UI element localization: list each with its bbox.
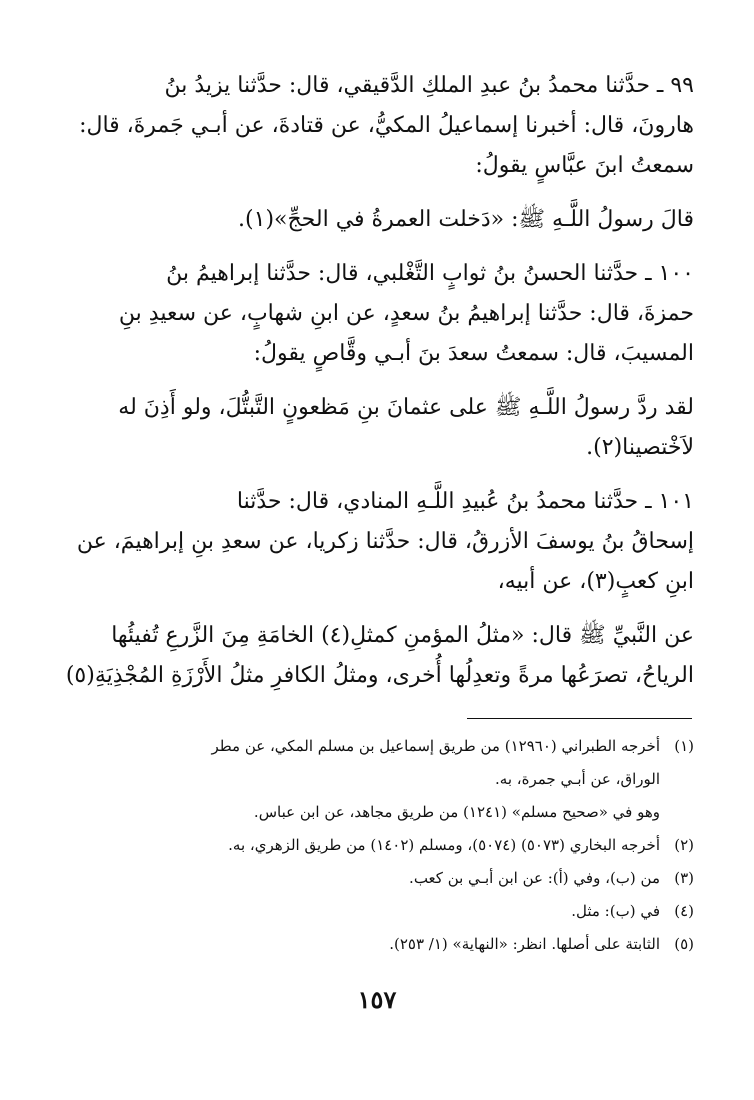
footnote-text: في (ب): مثل. xyxy=(571,902,660,920)
page-number: ١٥٧ xyxy=(357,985,397,1014)
text-line: الرياحُ، تصرَعُها مرةً وتعدِلُها أُخرى، ومثلُ الكافرِ مثلُ الأَرْزَةِ المُجْذِيَةِ(٥) xyxy=(65,663,694,688)
text-line: ٩٩ ـ حدَّثنا محمدُ بنُ عبدِ الملكِ الدَّقيقي، قال: حدَّثنا يزيدُ بنُ xyxy=(164,73,694,98)
text-line: قالَ رسولُ اللَّـهِ ﷺ: «دَخلت العمرةُ في الحجِّ»(١). xyxy=(238,207,694,232)
footnote-number: (٣) xyxy=(674,869,694,887)
text-line: المسيبَ، قال: سمعتُ سعدَ بنَ أبـي وقَّاصٍ يقولُ: xyxy=(253,341,694,366)
text-line: ابنِ كعبٍ(٣)، عن أبيه، xyxy=(497,569,694,594)
footnote-number: (١) xyxy=(674,737,694,755)
footnote-number: (٤) xyxy=(674,902,694,920)
footnote-separator xyxy=(467,718,692,719)
footnote-text: من (ب)، وفي (أ): عن ابن أبـي بن كعب. xyxy=(409,869,660,887)
footnote-1-continuation: وهو في «صحيح مسلم» (١٢٤١) من طريق مجاهد، عن ابن عباس. xyxy=(253,803,660,821)
footnote-text: الثابتة على أصلها. انظر: «النهاية» (١/ ٢٥٣). xyxy=(389,935,660,953)
footnote-number: (٢) xyxy=(674,836,694,854)
footnote-1 xyxy=(62,730,694,796)
text-line: هارونَ، قال: أخبرنا إسماعيلُ المكيُّ، عن قتادةَ، عن أبـي جَمرةَ، قال: xyxy=(79,113,694,138)
hadith-99-matn xyxy=(62,200,694,240)
hadith-101-matn xyxy=(62,616,694,696)
footnotes xyxy=(62,730,694,961)
hadith-100-matn xyxy=(62,388,694,468)
hadith-100-isnad xyxy=(62,254,694,374)
text-line: عن النَّبيِّ ﷺ قال: «مثلُ المؤمنِ كمثلِ(٤) الخامَةِ مِنَ الزَّرعِ تُفيئُها xyxy=(111,623,694,648)
text-line: ١٠٠ ـ حدَّثنا الحسنُ بنُ ثوابٍ التَّغْلبي، قال: حدَّثنا إبراهيمُ بنُ xyxy=(166,261,694,286)
footnote-3 xyxy=(62,862,694,895)
hadith-101-isnad xyxy=(62,482,694,602)
footnote-4 xyxy=(62,895,694,928)
text-line: لاَخْتصينا(٢). xyxy=(586,435,694,460)
footnote-text xyxy=(62,730,660,796)
footnote-2 xyxy=(62,829,694,862)
footnote-text: أخرجه البخاري (٥٠٧٣) (٥٠٧٤)، ومسلم (١٤٠٢) من طريق الزهري، به. xyxy=(228,836,660,854)
text-line: ١٠١ ـ حدَّثنا محمدُ بنُ عُبيدِ اللَّـهِ المنادي، قال: حدَّثنا xyxy=(236,489,694,514)
footnote-number: (٥) xyxy=(674,935,694,953)
text-line: الوراق، عن أبـي جمرة، به. xyxy=(495,770,660,788)
hadith-99-isnad xyxy=(62,66,694,186)
text-line: أخرجه الطبراني (١٢٩٦٠) من طريق إسماعيل بن مسلم المكي، عن مطر xyxy=(211,737,660,755)
footnote-5 xyxy=(62,928,694,961)
text-line: لقد ردَّ رسولُ اللَّـهِ ﷺ على عثمانَ بنِ مَظعونٍ التَّبتُّلَ، ولو أَذِنَ له xyxy=(118,395,694,420)
text-line: إسحاقُ بنُ يوسفَ الأزرقُ، قال: حدَّثنا زكريا، عن سعدِ بنِ إبراهيمَ، عن xyxy=(76,529,694,554)
text-line: حمزةَ، قال: حدَّثنا إبراهيمُ بنُ سعدٍ، عن ابنِ شهابٍ، عن سعيدِ بنِ xyxy=(118,301,694,326)
text-line: سمعتُ ابنَ عبَّاسٍ يقولُ: xyxy=(475,153,694,178)
main-text xyxy=(62,66,694,710)
